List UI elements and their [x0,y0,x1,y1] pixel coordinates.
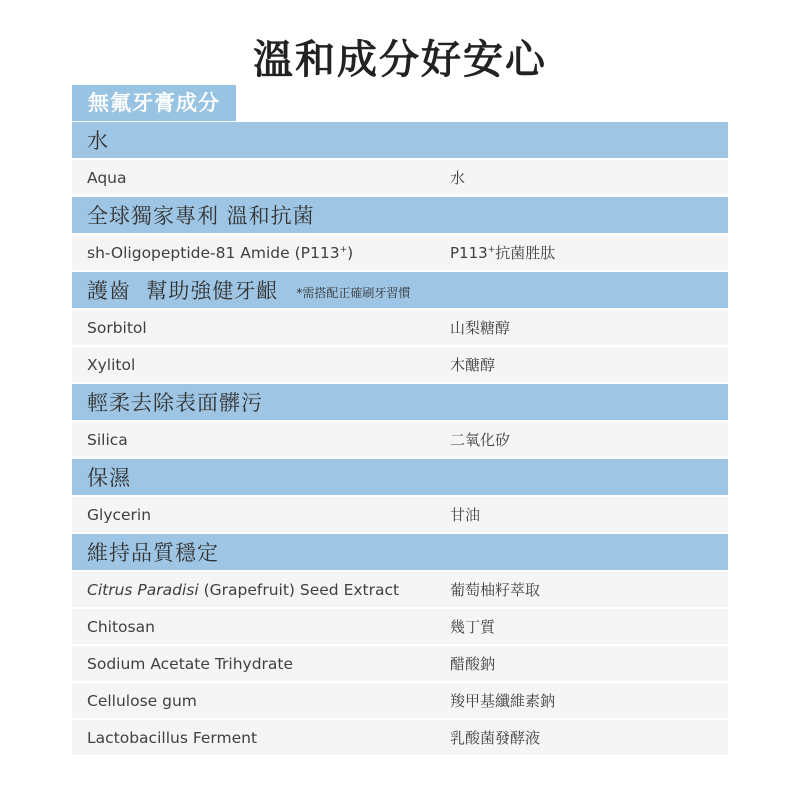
ingredient-name-zh: 葡萄柚籽萃取 [450,581,541,599]
ingredient-row [72,310,728,345]
ingredient-name-en: Lactobacillus Ferment [87,728,258,747]
ingredient-name-en: Xylitol [87,355,136,374]
section-title: 輕柔去除表面髒污 [87,391,263,415]
ingredient-name-zh: 羧甲基纖維素鈉 [450,692,556,710]
section-header [72,272,728,308]
ingredient-name-en: Aqua [87,168,127,187]
ingredient-name-en [72,581,450,599]
ingredient-name-zh: 二氧化矽 [450,431,511,449]
section-header [72,122,728,158]
category-tag: 無氟牙膏成分 [72,85,236,121]
section-title: 保濕 [87,466,131,490]
section-header [72,197,728,233]
superscript-plus: + [487,245,496,255]
ingredient-name-en-main: sh-Oligopeptide-81 Amide (P113 [87,243,340,262]
ingredient-name-zh: 山梨糖醇 [450,319,511,337]
ingredient-name-en [72,244,450,262]
ingredient-name-en-tail: ) [347,243,354,262]
section-header [72,534,728,570]
ingredients-table [72,122,728,757]
ingredient-name-zh: 乳酸菌發酵液 [450,729,541,747]
ingredient-name-zh: 甘油 [450,506,481,524]
section-title: 全球獨家專利 溫和抗菌 [87,204,315,228]
ingredient-name-en: Cellulose gum [87,691,197,710]
ingredient-name-en: Glycerin [87,505,152,524]
ingredient-name-en: Sorbitol [87,318,147,337]
section-title: 維持品質穩定 [87,541,219,565]
section-title: 護齒 幫助強健牙齦 [87,279,279,303]
ingredient-row [72,497,728,532]
ingredient-name-zh: 幾丁質 [450,618,496,636]
section-title: 水 [87,129,109,153]
ingredient-name-zh-tail: 抗菌胜肽 [495,244,556,262]
ingredient-name-zh [450,242,728,263]
ingredient-row [72,160,728,195]
ingredient-row [72,422,728,457]
superscript-plus: + [339,244,348,255]
section-header [72,459,728,495]
ingredient-name-zh: 木醣醇 [450,356,496,374]
ingredient-row [72,572,728,607]
ingredient-name-en: Silica [87,430,128,449]
ingredient-row [72,347,728,382]
ingredient-name-en-tail: (Grapefruit) Seed Extract [198,580,400,599]
ingredient-name-en: Chitosan [87,617,155,636]
section-note: *需搭配正確刷牙習慣 [296,285,411,300]
ingredient-name-en-italic: Citrus Paradisi [87,580,199,599]
ingredient-row [72,235,728,270]
ingredient-row [72,646,728,681]
section-header [72,384,728,420]
ingredient-name-en: Sodium Acetate Trihydrate [87,654,294,673]
ingredient-name-zh: 水 [450,169,466,187]
ingredient-row [72,609,728,644]
ingredient-row [72,720,728,755]
ingredient-name-zh: 醋酸鈉 [450,655,496,673]
page-title: 溫和成分好安心 [253,37,547,83]
ingredient-name-zh-main: P113 [450,244,488,262]
ingredient-row [72,683,728,718]
